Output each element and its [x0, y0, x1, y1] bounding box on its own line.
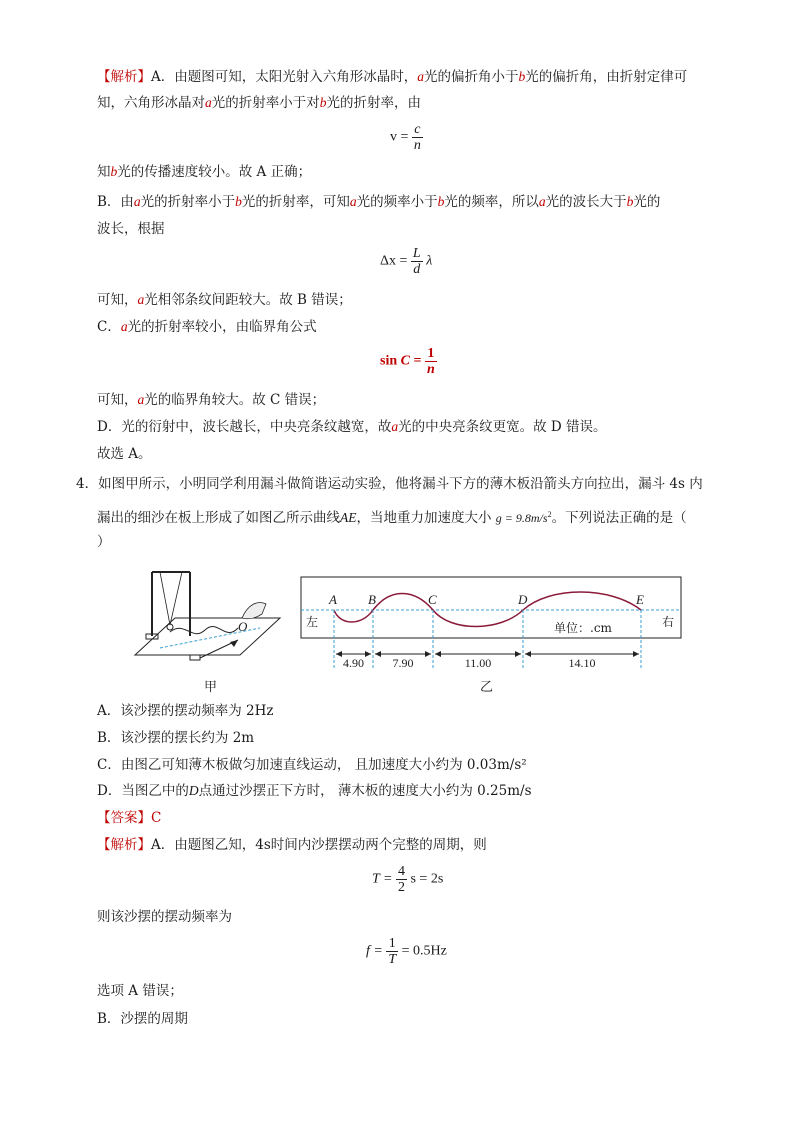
- analysis-line-3: 知b光的传播速度较小。故 A 正确；: [97, 164, 312, 180]
- sand-trace: [170, 627, 238, 634]
- figure-yi: [300, 576, 684, 676]
- hand-icon: [242, 603, 266, 619]
- q4-analysis-line-3: 选项 A 错误；: [97, 983, 183, 999]
- analysis-line-6: 可知，a光相邻条纹间距较大。故 B 错误；: [97, 292, 352, 308]
- analysis-line-5: 波长，根据: [97, 221, 165, 237]
- option-b: B．该沙摆的摆长约为 2m: [97, 730, 255, 746]
- analysis-line-1: 【解析】A．由题图可知，太阳光射入六角形冰晶时，a光的偏折角小于b光的偏折角，由折射定律可: [97, 69, 688, 85]
- q4-analysis-line-1: 【解析】A．由题图乙知，4s时间内沙摆摆动两个完整的周期，则: [97, 837, 487, 853]
- figure-jia: [130, 560, 290, 670]
- label-left: 左: [306, 615, 319, 629]
- dim-arrow-right-2: [425, 651, 431, 657]
- dim-arrow-left-4: [525, 651, 531, 657]
- pendulum-string-2: [170, 572, 182, 625]
- analysis-line-4: B．由a光的折射率小于b光的折射率，可知a光的频率小于b光的频率，所以a光的波长大于b光的: [97, 194, 661, 210]
- formula-period: T = $\frac{4}{2}$ s = 2s: [372, 864, 444, 895]
- analysis-line-7: C．a光的折射率较小，由临界角公式: [97, 319, 317, 335]
- point-C: C: [428, 592, 437, 607]
- point-O: O: [238, 619, 248, 634]
- point-D: D: [518, 592, 528, 607]
- analysis-line-2: 知，六角形冰晶对a光的折射率小于对b光的折射率，由: [97, 95, 421, 111]
- dim-arrow-right-3: [515, 651, 521, 657]
- formula-critical-angle: sin C = $\frac{1}{n}$: [380, 346, 435, 377]
- figure-yi-caption: 乙: [480, 680, 494, 695]
- label-unit: 单位：.cm: [554, 621, 612, 635]
- answer: 【答案】C: [97, 810, 162, 826]
- q4-analysis-line-4: B．沙摆的周期: [97, 1011, 188, 1027]
- analysis-tag: 【解析】: [97, 69, 151, 85]
- analysis-line-10: 故选 A。: [97, 446, 152, 462]
- question-4-line-3: ）: [97, 534, 111, 550]
- option-a: A．该沙摆的摆动频率为 2Hz: [97, 703, 274, 719]
- option-c: C．由图乙可知薄木板做匀加速直线运动， 且加速度大小约为 0.03m/s²: [97, 757, 527, 773]
- analysis-line-9: D．光的衍射中，波长越长，中央亮条纹越宽，故a光的中央亮条纹更宽。故 D 错误。: [97, 419, 607, 435]
- formula-fringe-spacing: Δx = $\frac{L}{d}$ λ: [380, 246, 433, 277]
- question-4-line-2: 漏出的细沙在板上形成了如图乙所示曲线AE，当地重力加速度大小 $g = 9.8m/s^2$。下列说法正确的是（: [97, 510, 687, 526]
- dim-arrow-left-2: [375, 651, 381, 657]
- dim-arrow-right-4: [633, 651, 639, 657]
- segment-label-2: 7.90: [392, 656, 414, 670]
- wooden-board: [135, 618, 280, 655]
- formula-speed: v = $\frac{c}{n}$: [390, 122, 421, 153]
- figure-jia-caption: 甲: [204, 680, 218, 695]
- formula-frequency: f = $\frac{1}{T}$ = 0.5Hz: [366, 936, 447, 967]
- q4-analysis-line-2: 则该沙摆的摆动频率为: [97, 909, 232, 925]
- analysis-line-8: 可知，a光的临界角较大。故 C 错误；: [97, 392, 326, 408]
- segment-label-4: 14.10: [568, 656, 596, 670]
- point-B: B: [368, 592, 376, 607]
- option-d: D．当图乙中的D点通过沙摆正下方时， 薄木板的速度大小约为 0.25m/s: [97, 783, 532, 799]
- dim-arrow-left-1: [336, 651, 342, 657]
- label-right: 右: [662, 615, 675, 629]
- board-outline: [301, 577, 681, 638]
- board-foot: [190, 655, 200, 660]
- segment-label-3: 11.00: [464, 656, 492, 670]
- question-4-line-1: 4．如图甲所示，小明同学利用漏斗做简谐运动实验，他将漏斗下方的薄木板沿箭头方向拉出，漏斗 4s 内: [76, 476, 703, 492]
- segment-label-1: 4.90: [343, 656, 364, 670]
- point-A: A: [329, 592, 337, 607]
- dim-arrow-left-3: [435, 651, 441, 657]
- point-E: E: [636, 592, 644, 607]
- dim-arrow-right-1: [365, 651, 371, 657]
- pendulum-string-1: [160, 572, 170, 625]
